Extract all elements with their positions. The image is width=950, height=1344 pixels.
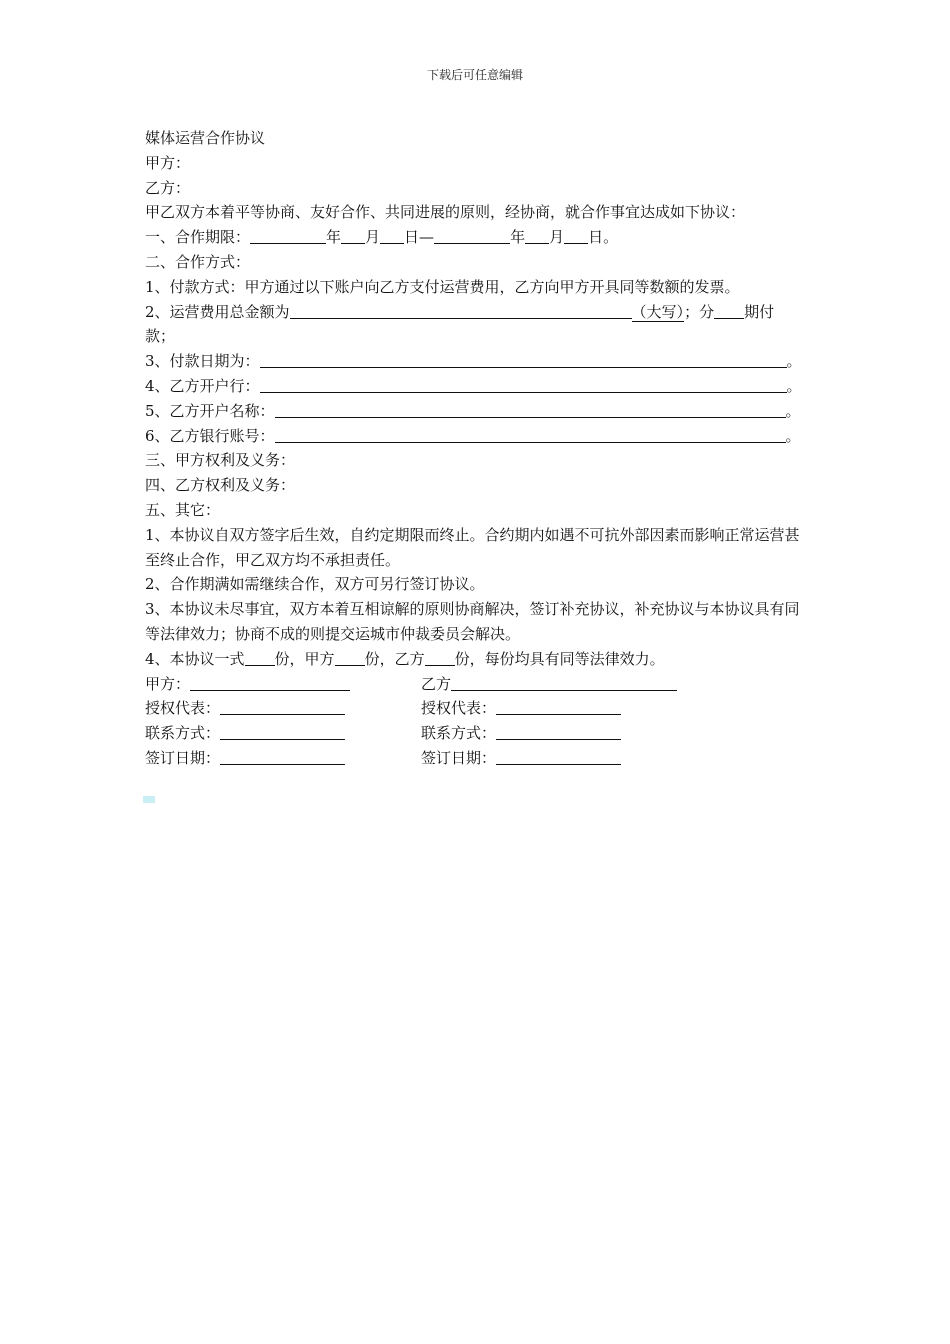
account-number-blank[interactable] bbox=[275, 426, 786, 443]
account-name-item: 5、乙方开户名称： 。 bbox=[145, 401, 801, 420]
term-clause: 一、合作期限： 年 月 日— 年 月 日。 bbox=[145, 228, 619, 247]
party-b-contact-blank[interactable] bbox=[496, 723, 621, 740]
copies-blank[interactable] bbox=[245, 649, 275, 666]
total-amount-item-cont: 款； bbox=[145, 327, 176, 346]
party-b-date-blank[interactable] bbox=[496, 748, 621, 765]
total-amount-item: 2、运营费用总金额为 （大写）；分 期付 bbox=[145, 302, 775, 321]
end-month-blank[interactable] bbox=[525, 227, 549, 244]
payment-date-blank[interactable] bbox=[260, 351, 787, 368]
party-b-line: 乙方： bbox=[145, 178, 191, 197]
agreement-document bbox=[145, 126, 807, 771]
installments-blank[interactable] bbox=[714, 302, 744, 319]
signature-party-row: 甲方： 乙方 bbox=[145, 672, 807, 697]
intro-paragraph: 甲乙双方本着平等协商、友好合作、共同进展的原则，经协商，就合作事宜达成如下协议： bbox=[145, 203, 746, 222]
account-name-blank[interactable] bbox=[275, 401, 786, 418]
bank-item: 4、乙方开户行： 。 bbox=[145, 376, 802, 395]
start-year-blank[interactable] bbox=[250, 227, 326, 244]
signature-date-row: 签订日期： 签订日期： bbox=[145, 746, 807, 771]
other-heading: 五、其它： bbox=[145, 500, 221, 519]
party-a-contact-blank[interactable] bbox=[220, 723, 345, 740]
start-month-blank[interactable] bbox=[341, 227, 365, 244]
bank-blank[interactable] bbox=[260, 376, 787, 393]
party-b-copies-blank[interactable] bbox=[425, 649, 455, 666]
party-a-date-blank[interactable] bbox=[220, 748, 345, 765]
document-title: 媒体运营合作协议 bbox=[145, 129, 266, 147]
payment-date-item: 3、付款日期为： 。 bbox=[145, 352, 802, 371]
paragraph-marker bbox=[143, 796, 155, 803]
other-item-3: 3、本协议未尽事宜，双方本着互相谅解的原则协商解决，签订补充协议，补充协议与本协议具有同等法律效力；协商不成的则提交运城市仲裁委员会解决。 bbox=[145, 600, 800, 643]
party-a-signature-blank[interactable] bbox=[190, 674, 350, 691]
party-a-copies-blank[interactable] bbox=[335, 649, 365, 666]
payment-method-item: 1、付款方式：甲方通过以下账户向乙方支付运营费用，乙方向甲方开具同等数额的发票。 bbox=[145, 277, 740, 296]
party-b-rights-heading: 四、乙方权利及义务： bbox=[145, 476, 296, 495]
start-day-blank[interactable] bbox=[380, 227, 404, 244]
end-day-blank[interactable] bbox=[564, 227, 588, 244]
other-item-4: 4、本协议一式 份，甲方 份，乙方 份，每份均具有同等法律效力。 bbox=[145, 649, 665, 668]
account-number-item: 6、乙方银行账号： 。 bbox=[145, 426, 801, 445]
signature-rep-row: 授权代表： 授权代表： bbox=[145, 696, 807, 721]
method-heading: 二、合作方式： bbox=[145, 252, 251, 271]
party-a-rep-blank[interactable] bbox=[220, 698, 345, 715]
other-item-1: 1、本协议自双方签字后生效，自约定期限而终止。合约期内如遇不可抗外部因素而影响正常运营甚至终止合作，甲乙双方均不承担责任。 bbox=[145, 525, 800, 569]
page-header: 下载后可任意编辑 bbox=[426, 68, 523, 82]
signature-contact-row: 联系方式： 联系方式： bbox=[145, 721, 807, 746]
party-b-signature-blank[interactable] bbox=[451, 674, 677, 691]
other-item-2: 2、合作期满如需继续合作，双方可另行签订协议。 bbox=[145, 575, 485, 594]
party-a-line: 甲方： bbox=[145, 153, 191, 172]
party-a-rights-heading: 三、甲方权利及义务： bbox=[145, 451, 296, 470]
amount-blank[interactable] bbox=[290, 302, 632, 319]
end-year-blank[interactable] bbox=[434, 227, 510, 244]
party-b-rep-blank[interactable] bbox=[496, 698, 621, 715]
